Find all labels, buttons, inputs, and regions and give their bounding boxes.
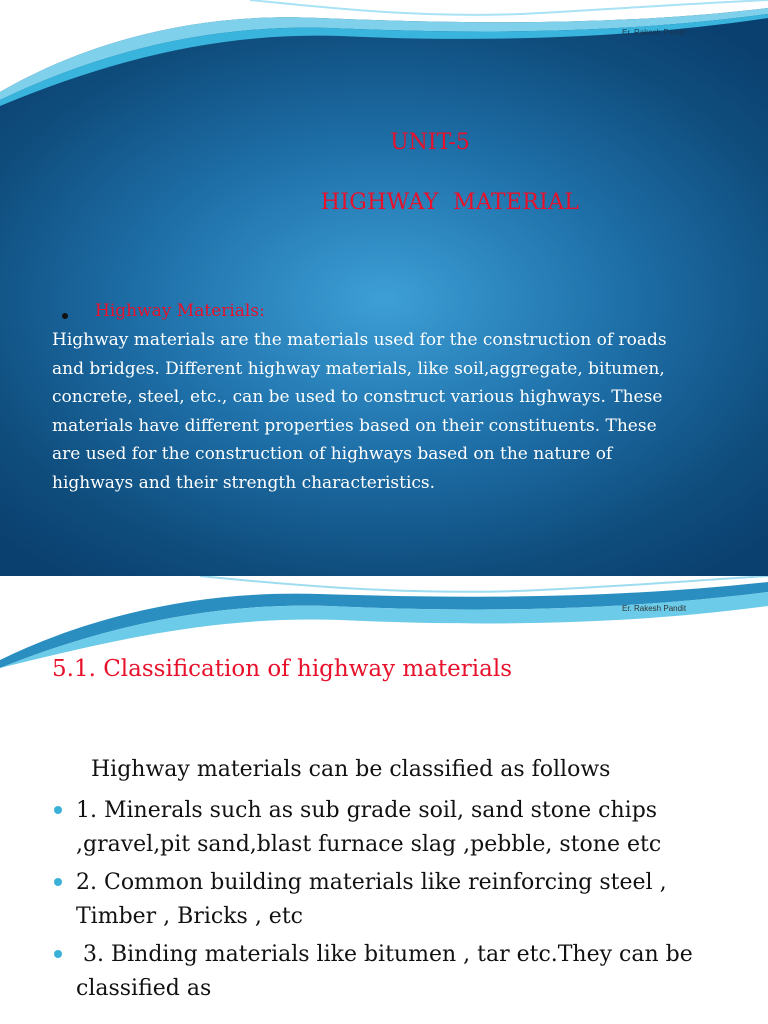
decorative-wave-header — [0, 576, 768, 668]
list-item-line: ,gravel,pit sand,blast furnace slag ,pebble, stone etc — [76, 832, 662, 857]
section-heading: Highway Materials: — [95, 301, 265, 321]
paragraph-line: and bridges. Different highway materials, like soil,aggregate, bitumen, — [52, 358, 665, 379]
list-item — [52, 938, 752, 1006]
author-credit: Er. Rakesh Pandit — [622, 604, 687, 613]
intro-text: Highway materials can be classified as follows — [91, 757, 611, 782]
classification-list — [52, 794, 752, 1010]
list-item-line: 1. Minerals such as sub grade soil, sand stone chips — [76, 798, 658, 823]
list-item-line: Timber , Bricks , etc — [76, 904, 303, 929]
list-item — [52, 866, 752, 934]
unit-title: UNIT-5 — [390, 130, 470, 155]
slide-title: HIGHWAY MATERIAL — [320, 190, 580, 215]
paragraph-line: highways and their strength characteristics. — [52, 472, 436, 493]
paragraph-line: Highway materials are the materials used for the construction of roads — [52, 330, 667, 350]
bullet-icon — [54, 806, 62, 814]
list-item-line: classified as — [76, 976, 212, 1001]
bullet-icon — [62, 313, 68, 319]
paragraph-line: concrete, steel, etc., can be used to construct various highways. These — [52, 387, 663, 407]
decorative-wave-header — [0, 0, 768, 110]
paragraph-line: materials have different properties based on their constituents. These — [52, 415, 657, 436]
slide-2 — [0, 576, 768, 1024]
section-heading: 5.1. Classification of highway materials — [52, 656, 513, 682]
author-credit: Er. Rakesh Pandit — [622, 28, 687, 37]
paragraph-line: are used for the construction of highways based on the nature of — [52, 444, 613, 464]
description-paragraph — [52, 326, 732, 497]
list-item-line: 3. Binding materials like bitumen , tar etc.They can be — [76, 942, 693, 967]
bullet-icon — [54, 950, 62, 958]
list-item — [52, 794, 752, 862]
list-item-line: 2. Common building materials like reinforcing steel , — [76, 870, 667, 895]
bullet-icon — [54, 878, 62, 886]
